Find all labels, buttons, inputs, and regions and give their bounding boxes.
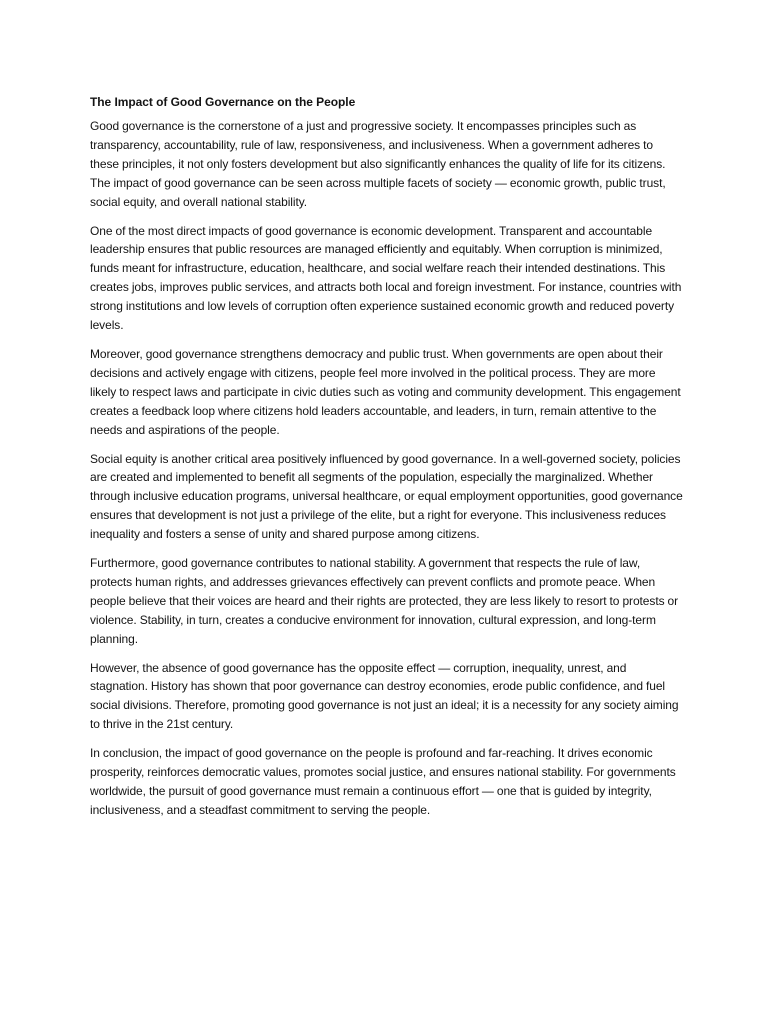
paragraph-intro: Good governance is the cornerstone of a just and progressive society. It encompasses principles such as transparency, accountability, rule of law, responsiveness, and inclusiveness. When a government adheres to these principles, it not only fosters development but also significantly enhances the quality of life for its citizens. The impact of good governance can be seen across multiple facets of society — economic growth, public trust, social equity, and overall national stability. [90,119,666,209]
document-page [90,93,684,830]
paragraph-absence-of-governance: However, the absence of good governance has the opposite effect — corruption, inequality, unrest, and stagnation. History has shown that poor governance can destroy economies, erode public confidence, and fuel social divisions. Therefore, promoting good governance is not just an ideal; it is a necessity for any society aiming to thrive in the 21st century. [90,660,679,732]
paragraph-national-stability: Furthermore, good governance contributes to national stability. A government that respects the rule of law, protects human rights, and addresses grievances effectively can prevent conflicts and promote peace. When people believe that their voices are heard and their rights are protected, they are less likely to resort to protests or violence. Stability, in turn, creates a conducive environment for innovation, cultural expression, and long-term planning. [90,556,679,646]
paragraph-economic-development: One of the most direct impacts of good governance is economic development. Transparent and accountable leadership ensures that public resources are managed efficiently and equitably. When corruption is minimized, funds meant for infrastructure, education, healthcare, and social welfare reach their intended destinations. This creates jobs, improves public services, and attracts both local and foreign investment. For instance, countries with strong institutions and low levels of corruption often experience sustained economic growth and reduced poverty levels. [90,223,682,333]
paragraph-social-equity: Social equity is another critical area positively influenced by good governance. In a well-governed society, policies are created and implemented to benefit all segments of the population, especially the marginalized. Whether through inclusive education programs, universal healthcare, or equal employment opportunities, good governance ensures that development is not just a privilege of the elite, but a right for everyone. This inclusiveness reduces inequality and fosters a sense of unity and shared purpose among citizens. [90,451,683,542]
paragraph-conclusion: In conclusion, the impact of good governance on the people is profound and far-reaching. It drives economic prosperity, reinforces democratic values, promotes social justice, and ensures national stability. For governments worldwide, the pursuit of good governance must remain a continuous effort — one that is guided by integrity, inclusiveness, and a steadfast commitment to serving the people. [90,746,676,817]
document-title: The Impact of Good Governance on the People [90,95,356,109]
paragraph-democracy-trust: Moreover, good governance strengthens democracy and public trust. When governments are open about their decisions and actively engage with citizens, people feel more involved in the political process. They are more likely to respect laws and participate in civic duties such as voting and community development. This engagement creates a feedback loop where citizens hold leaders accountable, and leaders, in turn, remain attentive to the needs and aspirations of the people. [90,346,681,437]
